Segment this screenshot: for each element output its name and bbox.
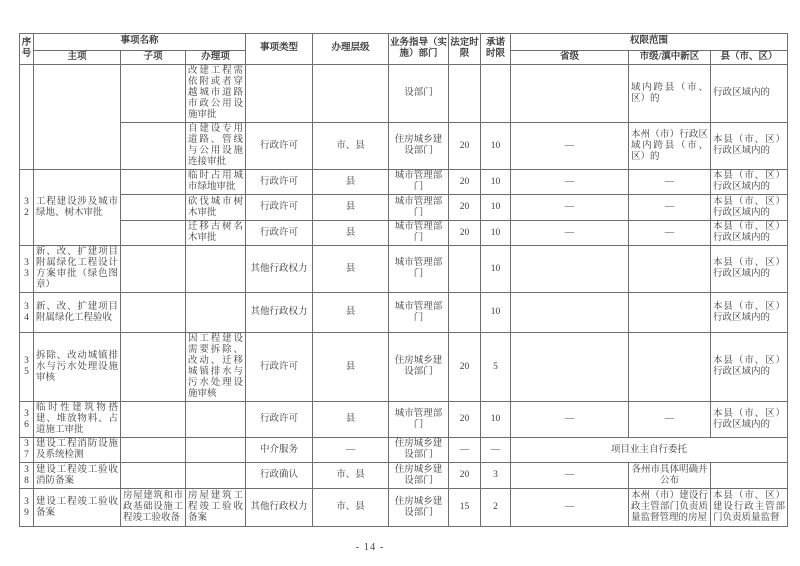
cell-zixiang [121,65,186,123]
cell-leixing: 行政许可 [246,402,313,438]
cell-leixing: 其他行政权力 [246,293,313,333]
cell-zixiang: 房屋建筑和市政基础设施工程竣工验收备 [121,489,186,527]
cell-cengji: 县 [313,402,389,438]
cell-cengji: 县 [313,170,389,195]
header-row-1 [20,34,788,51]
cell-shiji [629,333,711,402]
cell-fading: 15 [449,489,481,527]
cell-banlixiang [186,293,246,333]
cell-zixiang [121,123,186,170]
cell-leixing: 行政许可 [246,333,313,402]
cell-zixiang [121,463,186,489]
cell-bumen: 城市管理部门 [389,293,449,333]
cell-zhuxiang [34,65,121,170]
cell-xian: 本县（市、区）行政区域内的 [711,195,788,221]
cell-zhuxiang: 建设工程消防设施及系统检测 [34,438,121,463]
cell-xian: 本县（市、区）行政区域内的 [711,333,788,402]
header-zixiang: 子项 [121,51,186,65]
header-chengnuo-shixian: 承诺时限 [481,34,511,65]
cell-zhuxiang: 临时性建筑物搭建、堆放物料、占道施工审批 [34,402,121,438]
cell-bumen: 住房城乡建设部门 [389,123,449,170]
table-row [20,333,788,402]
cell-shengji: — [511,123,629,170]
cell-shengji: — [511,195,629,221]
cell-leixing: 其他行政权力 [246,489,313,527]
cell-shengji: — [511,170,629,195]
cell-cengji: 县 [313,293,389,333]
cell-xuhao: 36 [20,402,34,438]
cell-fading: 20 [449,195,481,221]
cell-chengnuo: 10 [481,170,511,195]
cell-shiji: 本州（市）建设行政主管部门负责质量监督管理的房屋 [629,489,711,527]
cell-bumen: 住房城乡建设部门 [389,489,449,527]
cell-xuhao: 38 [20,463,34,489]
cell-zixiang [121,402,186,438]
table-row [20,65,788,123]
cell-banlixiang [186,438,246,463]
cell-cengji: 县 [313,246,389,293]
cell-leixing: 行政许可 [246,123,313,170]
cell-shengji [511,246,629,293]
cell-banlixiang [186,463,246,489]
cell-banlixiang: 自建设专用道路、管线与公用设施连接审批 [186,123,246,170]
table-row [20,123,788,170]
cell-xian: 本县（市、区）行政区域内的 [711,170,788,195]
cell-fading: — [449,438,481,463]
cell-cengji: 县 [313,195,389,221]
cell-fading: 20 [449,221,481,246]
header-shiji-xinqu: 市级/滇中新区 [629,51,711,65]
table-row [20,195,788,221]
cell-chengnuo: 2 [481,489,511,527]
cell-shiji [629,246,711,293]
header-banlixiang: 办理项 [186,51,246,65]
cell-shiji: — [629,221,711,246]
page-number: - 14 - [355,542,385,553]
cell-quanxian-merged: 项目业主自行委托 [511,438,788,463]
cell-chengnuo [481,65,511,123]
cell-shiji [629,293,711,333]
cell-bumen: 住房城乡建设部门 [389,438,449,463]
cell-shiji: 本州（市）行政区域内跨县（市、区）的 [629,123,711,170]
cell-cengji: 市、县 [313,123,389,170]
table-row [20,489,788,527]
cell-bumen: 设部门 [389,65,449,123]
cell-banlixiang: 临时占用城市绿地审批 [186,170,246,195]
cell-shengji: — [511,489,629,527]
cell-bumen: 城市管理部门 [389,221,449,246]
cell-zhuxiang: 新、改、扩建项目附属绿化工程设计方案审批（绿色图章） [34,246,121,293]
cell-chengnuo: 5 [481,333,511,402]
table-row [20,246,788,293]
header-zhuxiang: 主项 [34,51,121,65]
cell-cengji: 市、县 [313,463,389,489]
cell-xian: 本县（市、区）行政区域内的 [711,123,788,170]
cell-zhuxiang: 建设工程竣工验收消防备案 [34,463,121,489]
cell-zhuxiang: 拆除、改动城镇排水与污水处理设施审核 [34,333,121,402]
table-row [20,438,788,463]
cell-banlixiang: 迁移古树名木审批 [186,221,246,246]
cell-fading: 20 [449,123,481,170]
cell-chengnuo: 10 [481,293,511,333]
cell-banlixiang [186,402,246,438]
cell-cengji [313,65,389,123]
cell-bumen: 城市管理部门 [389,195,449,221]
cell-chengnuo: — [481,438,511,463]
cell-fading: 20 [449,333,481,402]
cell-banlixiang: 因工程建设需要拆除、改动、迁移城镇排水与污水处理设施审核 [186,333,246,402]
cell-xian: 本县（市、区）行政区域内的 [711,293,788,333]
cell-xuhao: 39 [20,489,34,527]
cell-zixiang [121,438,186,463]
cell-fading [449,246,481,293]
cell-cengji: 市、县 [313,489,389,527]
header-yewu-zhidao-bumen: 业务指导（实施）部门 [389,34,449,65]
cell-xuhao: 35 [20,333,34,402]
header-fading-shixian: 法定时限 [449,34,481,65]
cell-banlixiang [186,246,246,293]
cell-xian: 本县（市、区）建设行政主管部门负责质量监督 [711,489,788,527]
cell-shiji: — [629,195,711,221]
cell-chengnuo: 3 [481,463,511,489]
cell-shiji: 各州市具体明确并公布 [629,463,711,489]
table-row [20,221,788,246]
header-xian: 县（市、区） [711,51,788,65]
cell-bumen: 城市管理部门 [389,170,449,195]
cell-chengnuo: 10 [481,221,511,246]
cell-xian: 本县（市、区）行政区域内的 [711,221,788,246]
table-row [20,293,788,333]
approval-items-table [19,33,788,527]
cell-xian [711,463,788,489]
cell-fading [449,65,481,123]
cell-zixiang [121,293,186,333]
cell-zixiang [121,333,186,402]
cell-xuhao: 33 [20,246,34,293]
cell-bumen: 住房城乡建设部门 [389,463,449,489]
cell-zhuxiang: 新、改、扩建项目附属绿化工程验收 [34,293,121,333]
cell-xuhao: 32 [20,170,34,246]
cell-bumen: 城市管理部门 [389,246,449,293]
cell-fading: 20 [449,170,481,195]
cell-shengji [511,65,629,123]
cell-fading [449,293,481,333]
cell-zixiang [121,221,186,246]
cell-zhuxiang: 建设工程竣工验收备案 [34,489,121,527]
cell-zixiang [121,170,186,195]
cell-leixing: 行政确认 [246,463,313,489]
cell-shiji: 域内跨县（市、区）的 [629,65,711,123]
cell-fading: 20 [449,463,481,489]
cell-banlixiang: 改建工程需依附或者穿越城市道路市政公用设施审批 [186,65,246,123]
cell-xuhao: 37 [20,438,34,463]
cell-banlixiang: 砍伐城市树木审批 [186,195,246,221]
cell-zixiang [121,195,186,221]
cell-bumen: 城市管理部门 [389,402,449,438]
cell-cengji: 县 [313,221,389,246]
cell-shengji [511,293,629,333]
cell-bumen: 住房城乡建设部门 [389,333,449,402]
cell-shiji: — [629,402,711,438]
cell-chengnuo: 10 [481,123,511,170]
cell-banlixiang: 房屋建筑工程竣工验收备案 [186,489,246,527]
cell-shengji: — [511,463,629,489]
cell-zhuxiang: 工程建设涉及城市绿地、树木审批 [34,170,121,246]
cell-cengji: 县 [313,333,389,402]
cell-shiji: — [629,170,711,195]
cell-zixiang [121,246,186,293]
cell-leixing: 其他行政权力 [246,246,313,293]
cell-xian: 行政区域内的 [711,65,788,123]
cell-fading: 20 [449,402,481,438]
cell-chengnuo: 10 [481,195,511,221]
cell-shengji: — [511,402,629,438]
table-row [20,402,788,438]
header-shixiang-leixing: 事项类型 [246,34,313,65]
header-xuhao: 序号 [20,34,34,65]
header-quanxian-fanwei: 权限范围 [511,34,788,51]
table-row [20,170,788,195]
table-row [20,463,788,489]
cell-leixing: 行政许可 [246,195,313,221]
header-shengji: 省级 [511,51,629,65]
cell-xuhao: 34 [20,293,34,333]
cell-leixing [246,65,313,123]
cell-shengji: — [511,221,629,246]
cell-chengnuo: 10 [481,246,511,293]
cell-xian: 本县（市、区）行政区域内的 [711,246,788,293]
header-banli-cengji: 办理层级 [313,34,389,65]
cell-leixing: 行政许可 [246,170,313,195]
cell-shengji [511,333,629,402]
cell-leixing: 中介服务 [246,438,313,463]
cell-xian: 本县（市、区）行政区域内的 [711,402,788,438]
cell-cengji: — [313,438,389,463]
header-shixiang-mingcheng: 事项名称 [34,34,246,51]
cell-chengnuo: 10 [481,402,511,438]
cell-xuhao [20,65,34,170]
document-page [0,33,800,566]
cell-leixing: 行政许可 [246,221,313,246]
